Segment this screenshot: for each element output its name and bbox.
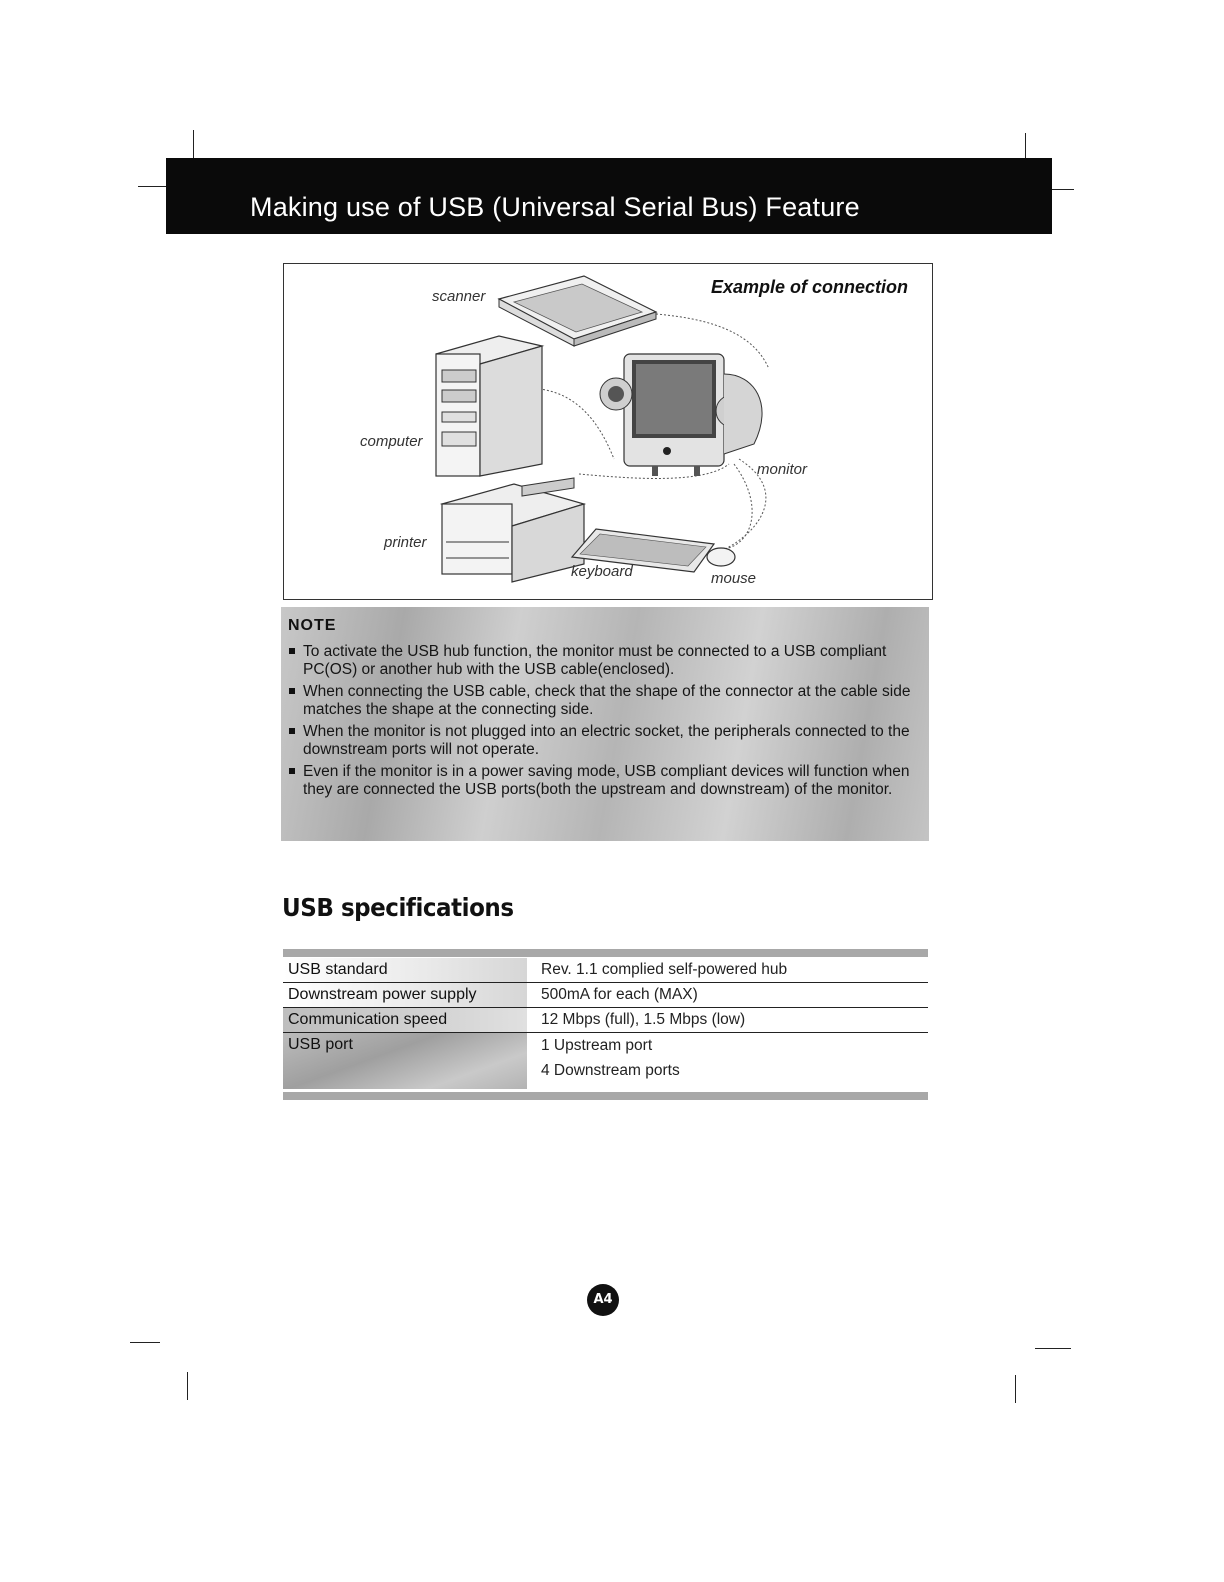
note-box bbox=[281, 607, 929, 841]
page-title: Making use of USB (Universal Serial Bus) Feature bbox=[250, 192, 860, 222]
keyboard-label: keyboard bbox=[571, 563, 633, 580]
mouse-label: mouse bbox=[711, 570, 757, 587]
spec-values bbox=[527, 1033, 928, 1089]
header-bar bbox=[166, 158, 1052, 234]
printer-label: printer bbox=[384, 534, 427, 551]
table-row bbox=[283, 958, 928, 983]
crop-mark bbox=[130, 1342, 160, 1343]
spec-value: 1 Upstream port bbox=[541, 1037, 653, 1054]
connection-figure bbox=[283, 263, 933, 600]
spec-value: 500mA for each (MAX) bbox=[541, 986, 698, 1003]
computer-illustration bbox=[436, 336, 542, 476]
spec-table bbox=[283, 958, 928, 1089]
bullet-icon bbox=[289, 728, 295, 734]
note-list bbox=[287, 643, 919, 803]
crop-mark bbox=[193, 130, 194, 158]
table-row bbox=[283, 1008, 928, 1033]
mouse-illustration bbox=[707, 548, 735, 566]
bullet-icon bbox=[289, 768, 295, 774]
spec-value: Rev. 1.1 complied self-powered hub bbox=[541, 961, 788, 978]
printer-illustration bbox=[442, 478, 584, 582]
connection-illustration bbox=[284, 264, 932, 599]
monitor-label: monitor bbox=[757, 461, 808, 478]
computer-label: computer bbox=[360, 433, 423, 450]
spec-label: USB standard bbox=[283, 958, 527, 982]
scanner-label: scanner bbox=[432, 288, 486, 305]
table-row bbox=[283, 983, 928, 1008]
note-item: Even if the monitor is in a power saving mode, USB compliant devices will function when they are connected the USB ports(both the upstream and downstream) of the monitor. bbox=[287, 763, 919, 798]
crop-mark bbox=[1025, 133, 1026, 161]
note-heading: NOTE bbox=[288, 617, 337, 634]
table-top-band bbox=[283, 949, 928, 957]
spec-value: 4 Downstream ports bbox=[541, 1062, 680, 1079]
crop-mark bbox=[1015, 1375, 1016, 1403]
crop-mark bbox=[138, 186, 166, 187]
note-item: When connecting the USB cable, check that the shape of the connector at the cable side matches the shape at the connecting side. bbox=[287, 683, 919, 718]
crop-mark bbox=[1052, 189, 1074, 190]
spec-label: Downstream power supply bbox=[283, 983, 527, 1007]
spec-label: USB port bbox=[283, 1033, 527, 1089]
note-item: When the monitor is not plugged into an electric socket, the peripherals connected to the downstream ports will not operate. bbox=[287, 723, 919, 758]
crop-mark bbox=[1035, 1348, 1071, 1349]
page-number: A4 bbox=[587, 1284, 619, 1316]
crop-mark bbox=[187, 1372, 188, 1400]
note-item: To activate the USB hub function, the monitor must be connected to a USB compliant PC(OS) or another hub with the USB cable(enclosed). bbox=[287, 643, 919, 678]
spec-value: 12 Mbps (full), 1.5 Mbps (low) bbox=[541, 1011, 746, 1028]
bullet-icon bbox=[289, 688, 295, 694]
figure-title: Example of connection bbox=[710, 277, 908, 297]
table-row bbox=[283, 1033, 928, 1089]
table-bottom-band bbox=[283, 1092, 928, 1100]
bullet-icon bbox=[289, 648, 295, 654]
monitor-illustration bbox=[600, 354, 762, 476]
section-title: USB specifications bbox=[282, 893, 514, 922]
spec-label: Communication speed bbox=[283, 1008, 527, 1032]
scanner-illustration bbox=[499, 276, 656, 346]
